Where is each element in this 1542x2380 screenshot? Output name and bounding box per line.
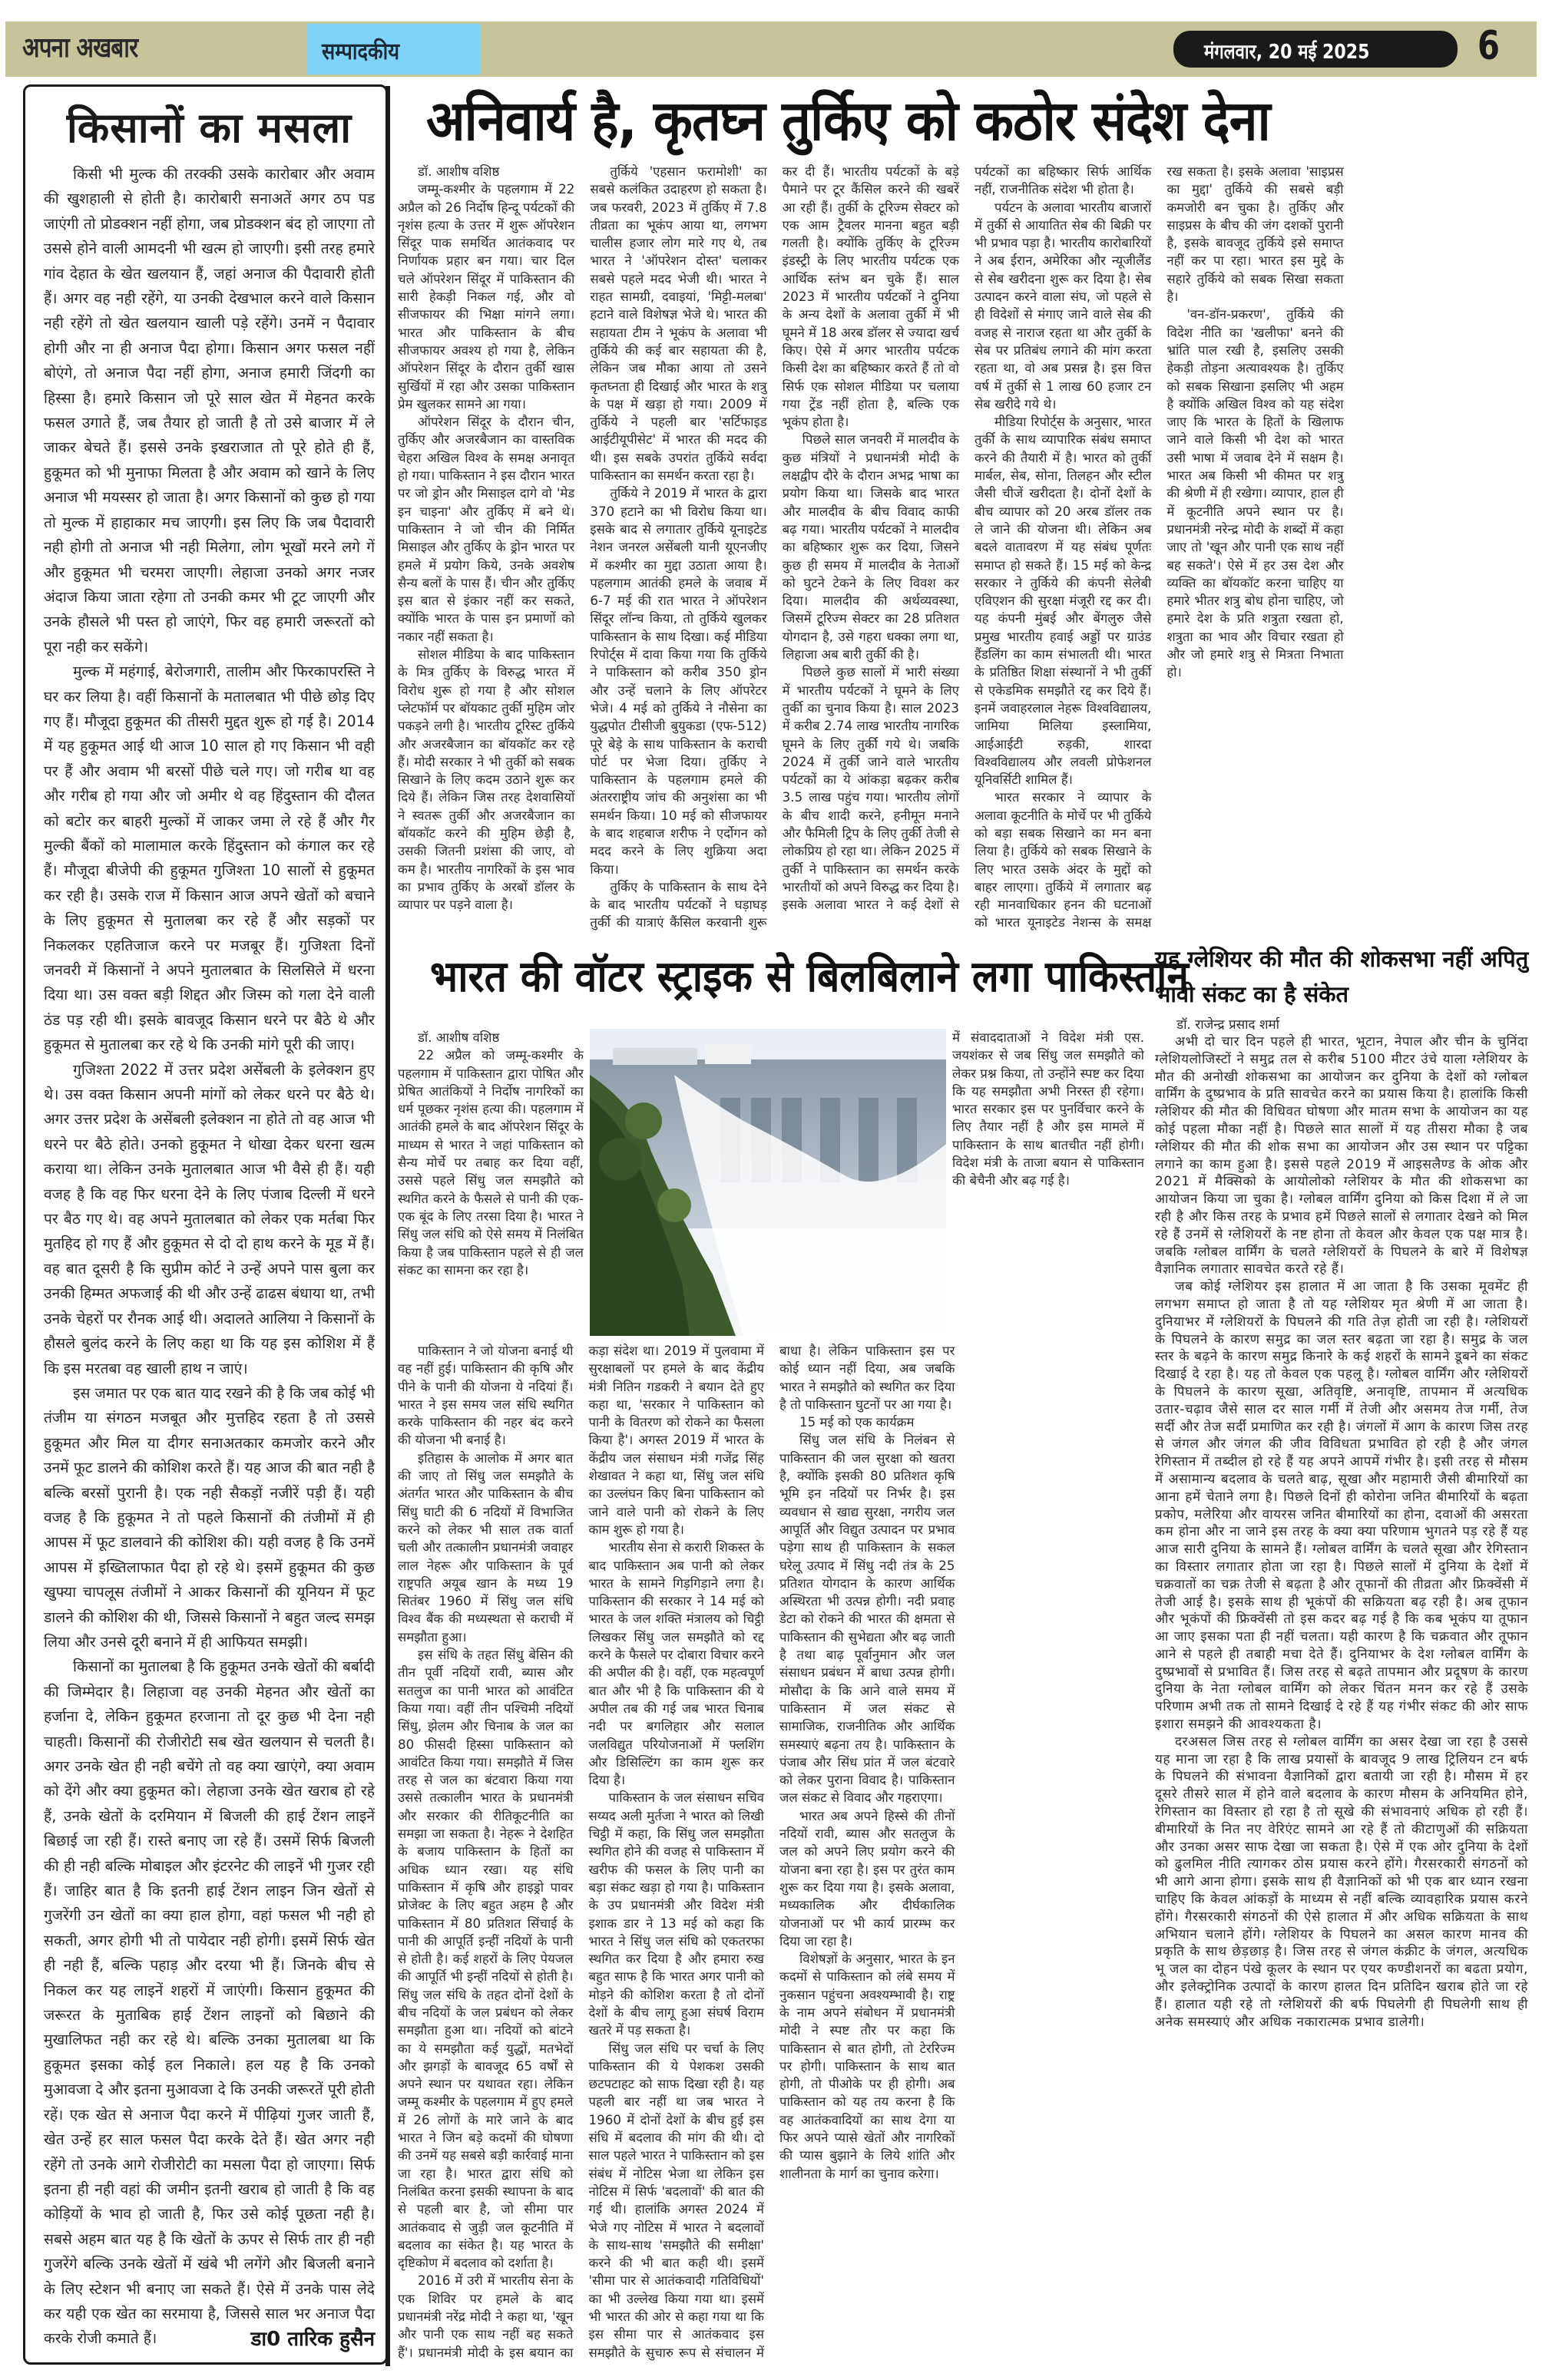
glacier-article-body	[1155, 1033, 1528, 2346]
article-paragraph: अभी दो चार दिन पहले ही भारत, भूटान, नेपाल और चीन के चुनिंदा ग्लेशियलोजिस्टों ने समुद्र तल से करीब 5100 मीटर उंचे याला ग्लेशियर के मौत की अनोखी शोकसभा का आयोजन कर दुनिया के देशों को ग्लोबल वार्मिंग के दुष्प्रभाव के प्रति सावचेत करने का प्रयास किया है। हालांकि किसी ग्लेशियर की मौत की विधिवत घोषणा और मातम सभा के आयोजन का यह कोई पहला मौका नहीं है। पिछले सात सालों में यह तीसरा मौका है जब ग्लेशियर की मौत की शोक सभा का आयोजन और उस स्थान पर पट्टिका लगाने का काम हुआ है। इससे पहले 2019 में आइसलैण्ड के ओक और 2021 में मैक्सिको के आयोलोको ग्लेशियर के मौत की शोकसभा का आयोजन किया जा चुका है। ग्लोबल वार्मिंग दुनिया को किस दिशा में ले जा रही है और किस तरह के प्रभाव हमें पिछले सालों से लगातार देखने को मिल रहे हैं उनमें से ग्लेशियरों के नष्ट होना तो केवल और केवल एक पक्ष मात्र है। जबकि ग्लोबल वार्मिंग के चलते ग्लेशियरों के पिघलने के बारे में विशेषज्ञ वैज्ञानिक लगातार सावचेत करते रहे हैं।	[1155, 1034, 1528, 1278]
dam-image	[590, 1029, 946, 1336]
article-paragraph: तुर्किये 'एहसान फरामोशी' का सबसे कलंकित उदाहरण हो सकता है। जब फरवरी, 2023 में तुर्किए में 7.8 तीव्रता का भूकंप आया था, लगभग चालीस हजार लोग मारे गए थे, तब भारत ने 'ऑपरेशन दोस्त' चलाकर सबसे पहले मदद भेजी थी। भारत ने राहत सामग्री, दवाइयां, 'मिट्टी-मलबा' हटाने वाले विशेषज्ञ भेजे थे। भारत की सहायता टीम ने भूकंप के अलावा भी तुर्किये की कई बार सहायता की है, लेकिन जब मौका आया तो उसने कृतघ्नता ही दिखाई और भारत के शत्रु के पक्ष में खड़ा हो गया। 2009 में तुर्किये ने पहली बार 'सर्टिफाइड आईटीयूपीसेट' में भारत की मदद की थी। इस सबके उपरांत तुर्किये सर्वदा पाकिस्तान का समर्थन करता रहा है।	[590, 164, 767, 484]
article-paragraph: तुर्किए के पाकिस्तान के साथ देने के बाद भारतीय पर्यटकों ने घड़ाघड़ तुर्की की यात्राएं कैंसिल करवानी शुरू कर दी हैं। भारतीय पर्यटकों के बड़े पैमाने पर टूर कैंसिल करने की खबरें आ रही हैं। तुर्की के टूरिज्म सेक्टर को एक आम ट्रैवलर मानना बहुत बड़ी गलती है। क्योंकि तुर्किए के टूरिज्म इंडस्ट्री के लिए भारतीय पर्यटक एक आर्थिक स्तंभ बन चुके हैं। साल 2023 में भारतीय पर्यटकों ने दुनिया के अन्य देशों के अलावा तुर्की में भी घूमने में 18 अरब डॉलर से ज्यादा खर्च किए। ऐसे में अगर भारतीय पर्यटक किसी देश का बहिष्कार करते हैं तो वो सिर्फ एक सोशल मीडिया पर चलाया गया ट्रेंड नहीं होता है, बल्कि एक भूकंप होता है।	[590, 164, 959, 931]
editorial-paragraph: किसानों का मुतालबा है कि हुकूमत उनके खेतों की बर्बादी की जिम्मेदार है। लिहाजा वह उनकी मेहनत और खेतों का हर्जाना दे, लेकिन हुकूमत हरजाना तो दूर कुछ भी देना नही चाहती। किसानों की रोजीरोटी सब खेत खलयान से चलती है। अगर उनके खेत ही नही बचेंगे तो वह क्या खाएंगे, क्या अवाम को देंगे और क्या हुकूमत को। लेहाजा उनके खेत खराब हो रहे हैं, उनके खेतों के दरमियान में बिजली की हाई टेंशन लाइनें बिछाई जा रही हैं। रास्ते बनाए जा रहे हैं। उसमें सिर्फ बिजली की ही नही बल्कि मोबाइल और इंटरनेट की लाइनें भी गुजर रही हैं। जाहिर बात है कि इतनी हाई टेंशन लाइन जिन खेतों से गुजरेंगी उन खेतों का क्या हाल होगा, वहां फसल भी नही हो सकती, अगर होगी भी तो पायेदार नही होगी। इसमें सिर्फ खेत ही नही हैं, बल्कि पहाड़ और दरया भी हैं। जिनके बीच से निकल कर यह लाइनें शहरों में जाएंगी। किसान हुकूमत की जरूरत के मुताबिक हाई टेंशन लाइनों को बिछाने की मुखालिफत नही कर रहे थे। बल्कि उनका मुतालबा था कि हुकूमत इसका कोई हल निकाले। हल यह है कि उनको मुआवजा दे और इतना मुआवजा दे कि उनकी जरूरतें पूरी होती रहें। एक खेत से अनाज पैदा करने में पीढ़ियां गुजर जाती हैं, खेत उन्हें हर साल फसल पैदा करके देते हैं। खेत अगर नही रहेंगे तो उनके आगे रोजीरोटी का मसला पैदा हो जाएगा। सिर्फ इतना ही नही वहां की जमीन इतनी खराब हो जाती है कि वह कोड़ियों के भाव हो जाती है, फिर उसे कोई पूछता नही है। सबसे अहम बात यह है कि खेतों के ऊपर से सिर्फ तार ही नही गुजरेंगे बल्कि उनके खेतों में खंबे भी लगेंगे और बिजली बनाने के लिए स्टेशन भी बनाए जा सकते हैं। ऐसे में उनके पास लेदे कर यही एक खेत का सरमाया है, जिससे साल भर अनाज पैदा करके रोजी कमाते हैं।	[44, 1658, 375, 2348]
article-paragraph: जब कोई ग्लेशियर इस हालात में आ जाता है कि उसका मूवमेंट ही लगभग समाप्त हो जाता है तो यह ग्लेशियर मृत श्रेणी में आ जाता है। दुनियाभर में ग्लेशियरों के पिघलने की गति तेज़ होती जा रही है। ग्लेशियरों के पिघलने के कारण समुद्र का जल स्तर बढ़ता जा रहा है। समुद्र के जल स्तर के बढ़ने के कारण समुद्र किनारे के कई शहरों के सामने डूबने का संकट दिखाई दे रहा है। यह तो केवल एक पहलू है। ग्लोबल वार्मिंग और ग्लेशियरों के पिघलने के कारण सूखा, अतिवृष्टि, अनावृष्टि, तापमान में अत्यधिक उतार-चढ़ाव जैसे साल दर साल गर्मी में तेजी और असमय तेज गर्मी, तेज सर्दी और तेज सर्दी प्रमाणित कर रही है। जंगलों में आग के कारण जिस तरह से जंगल और जंगल की जीव विविधता प्रभावित हो रही है और जंगल रेगिस्तान में तब्दील हो रहे हैं यह अपने आपमें गंभीर है। इसी तरह से मौसम में असामान्य बदलाव के चलते बाढ़, सूखा और महामारी जैसी बीमारियों का आना हमें चेताने लगा है। पिछले दिनों ही कोरोना जनित बीमारियों के बढ़ता प्रकोप, मलेरिया और वायरस जनित बीमारियों का होना, दवाओं की असरता कम होना और ना जाने इस तरह के क्या क्या परिणाम भुगतने पड़ रहे हैं यह आज सारी दुनिया के सामने हैं। ग्लोबल वार्मिंग के चलते सूखा और रेगिस्तान का विस्तार लगातार होता जा रहा है। पिछले सालों में दुनिया के देशों में चक्रवातों का चक्र तेजी से बढ़ता है और तूफानों की तीव्रता और फ्रिक्वेंसी में तेजी आई है। इसके साथ ही भूकंपों की सक्रियता बढ़ रही है। अब तूफान और भूकंपों की फ्रिक्वेंसी तो इस कदर बढ़ गई है कि कब भूकंप या तूफान आ जाए इसका पता ही नहीं चलता। यही कारण है कि चक्रवात और तूफान आने से पहले ही तबाही मचा देते हैं। दुनियाभर के देश ग्लोबल वार्मिंग के दुष्प्रभावों से प्रभावित हैं। जिस तरह से बढ़ते तापमान और प्रदूषण के कारण दुनिया के नेता ग्लोबल वार्मिंग को लेकर चिंतन मनन कर रहे हैं उसके परिणाम अभी तक तो सामने दिखाई दे रहे हैं यह गंभीर संकट की ओर साफ इशारा समझने की आवश्यकता है।	[1155, 1279, 1528, 1733]
editorial-box	[23, 84, 388, 2365]
water-article-intro	[398, 1029, 584, 1351]
date-text: मंगलवार, 20 मई 2025	[1204, 41, 1370, 64]
section-tab[interactable]	[306, 24, 480, 74]
editorial-title: किसानों का मसला	[66, 104, 352, 152]
paper-name: अपना अखबार	[22, 32, 138, 64]
main-article-body	[398, 163, 1536, 938]
editorial-paragraph: इस जमात पर एक बात याद रखने की है कि जब कोई भी तंजीम या संगठन मजबूत और मुत्तहिद रहता है तो उससे हुकूमत और मिल या दीगर सनाअतकार कमजोर करने और उनमें फूट डालने की कोशिश करते हैं। यह आज की बात नही है बल्कि बरसों पुरानी है। एक नही सैकड़ों नजीरें पड़ी हैं। यही वजह है कि हुकूमत ने तो पहले किसानों की तंजीमों में ही आपस में फूट डालवाने की कोशिश की। यही वजह है कि उनमें आपस में इख्तिलाफात पैदा हो रहे थे। इसमें हुकूमत की कुछ खुफ्या चापलूस तंजीमों ने आकर किसानों की यूनियन में फूट डालने की कोशिश की थी, जिससे किसानों ने बहुत जल्द समझ लिया और उनसे दूरी बनाने में ही आफियत समझी।	[44, 1383, 375, 1651]
water-byline: डॉ. आशीष वशिष्ठ	[418, 1030, 500, 1045]
glacier-byline: डॉ. राजेन्द्र प्रसाद शर्मा	[1176, 1017, 1280, 1033]
editorial-body	[44, 162, 375, 2352]
article-paragraph: 2016 में उरी में भारतीय सेना के एक शिविर पर हमले के बाद प्रधानमंत्री नरेंद्र मोदी ने कहा था, 'खून और पानी एक साथ नहीं बह सकते हैं'। प्रधानमंत्री मोदी के इस बयान का कड़ा संदेश था। 2019 में पुलवामा में सुरक्षाबलों पर हमले के बाद केंद्रीय मंत्री नितिन गडकरी ने बयान देते हुए कहा था, 'सरकार ने पाकिस्तान को पानी के वितरण को रोकने का फैसला किया है'। अगस्त 2019 में भारत के केंद्रीय जल संसाधन मंत्री गजेंद्र सिंह शेखावत ने कहा था, सिंधु जल संधि का उल्लंघन किए बिना पाकिस्तान को जाने वाले पानी को रोकने के लिए काम शुरू हो गया है।	[398, 1343, 764, 2360]
article-paragraph: पाकिस्तान के जल संसाधन सचिव सय्यद अली मुर्तजा ने भारत को लिखी चिट्ठी में कहा, कि सिंधु जल समझौता स्थगित होने की वजह से पाकिस्तान में खरीफ की फसल के लिए पानी का बड़ा संकट खड़ा हो गया है। पाकिस्तान के उप प्रधानमंत्री और विदेश मंत्री इशाक डार ने 13 मई को कहा कि भारत ने सिंधु जल संधि को एकतरफा स्थगित कर दिया है और हमारा रुख बहुत साफ है कि भारत अगर पानी को मोड़ने की कोशिश करता है तो दोनों देशों के बीच लागू हुआ संघर्ष विराम खतरे में पड़ सकता है।	[588, 1790, 764, 2038]
article-paragraph: भारतीय सेना से करारी शिकस्त के बाद पाकिस्तान अब पानी को लेकर भारत के सामने गिड़गिड़ाने लगा है। पाकिस्तान की सरकार ने 14 मई को भारत के जल शक्ति मंत्रालय को चिट्ठी लिखकर सिंधु जल समझौते को रद्द करने के फैसले पर दोबारा विचार करने की अपील की है। वहीं, एक महत्वपूर्ण बात और भी है कि पाकिस्तान की ये अपील तब की गई जब भारत चिनाब नदी पर बगलिहार और सलाल जलविद्युत परियोजनाओं में फ्लशिंग और डिसिल्टिंग का काम शुरू कर दिया है।	[588, 1539, 764, 1788]
section-label: सम्पादकीय	[322, 38, 399, 65]
article-paragraph: इस संधि के तहत सिंधु बेसिन की तीन पूर्वी नदियों रावी, ब्यास और सतलुज का पानी भारत को आवंटित किया गया। वहीं तीन पश्चिमी नदियों सिंधु, झेलम और चिनाब के जल का 80 फीसदी हिस्सा पाकिस्तान को आवंटित किया गया। समझौते में जिस तरह से जल का बंटवारा किया गया उससे तत्कालीन भारत के प्रधानमंत्री और सरकार की रीतिकूटनीति का समझा जा सकता है। नेहरू ने देशहित के बजाय पाकिस्तान के हितों का अधिक ध्यान रखा। यह संधि पाकिस्तान में कृषि और हाइड्रो पावर प्रोजेक्ट के लिए बहुत अहम है और पाकिस्तान में 80 प्रतिशत सिंचाई के पानी की आपूर्ति इन्हीं नदियों के पानी से होती है। कई शहरों के लिए पेयजल की आपूर्ति भी इन्हीं नदियों से होती है। सिंधु जल संधि के तहत दोनों देशों के बीच नदियों के जल प्रबंधन को लेकर समझौता हुआ था। नदियों को बांटने का ये समझौता कई युद्धों, मतभेदों और झगड़ों के बावजूद 65 वर्षों से अपने स्थान पर यथावत रहा। लेकिन जम्मू कश्मीर के पहलगाम में हुए हमले में 26 लोगों के मारे जाने के बाद भारत ने जिन बड़े कदमों की घोषणा की उनमें यह सबसे बड़ी कार्रवाई माना जा रहा है। भारत द्वारा संधि को निलंबित करना इसकी स्थापना के बाद से पहली बार है, जो सीमा पार आतंकवाद से जुड़ी जल कूटनीति में बदलाव का संकेत है। यह भारत के दृष्टिकोण में बदलाव को दर्शाता है।	[398, 1647, 574, 2271]
date-badge	[1173, 31, 1458, 68]
article-paragraph: विशेषज्ञों के अनुसार, भारत के इन कदमों से पाकिस्तान को लंबे समय में नुकसान पहुंचना अवश्यम्भावी है। राष्ट्र के नाम अपने संबोधन में प्रधानमंत्री मोदी ने स्पष्ट तौर पर कहा कि पाकिस्तान से बात होगी, तो टेररिज्म पर होगी। पाकिस्तान के साथ बात होगी, तो पीओके पर ही होगी। अब पाकिस्तान को यह तय करना है कि वह आतंकवादियों का साथ देगा या फिर अपने प्यासे खेतों और नागरिकों की प्यास बुझाने के लिये शांति और शालीनता के मार्ग का चुनाव करेगा।	[779, 1951, 955, 2181]
article-paragraph: ऑपरेशन सिंदूर के दौरान चीन, तुर्किए और अजरबैजान का वास्तविक चेहरा अखिल विश्व के समक्ष अनावृत हो गया। पाकिस्तान ने इस दौरान भारत पर जो ड्रोन और मिसाइल दागे वो 'मेड इन चाइना' और तुर्किए में बने थे। पाकिस्तान ने जो चीन की निर्मित मिसाइल और तुर्किए के ड्रोन भारत पर हमले में प्रयोग किये, उनके अवशेष सैन्य बलों के पास हैं। चीन और तुर्किए इस बात से इंकार नहीं कर सकते, क्योंकि भारत के पास इन प्रमाणों को नकार नहीं सकता है।	[398, 414, 575, 644]
article-paragraph: भारत अब अपने हिस्से की तीनों नदियों रावी, ब्यास और सतलुज के जल को अपने लिए प्रयोग करने की योजना बना रहा है। इस पर तुरंत काम शुरू कर दिया गया है। इसके अलावा, मध्यकालिक और दीर्घकालिक योजनाओं पर भी कार्य प्रारम्भ कर दिया जा रहा है।	[779, 1807, 955, 1949]
editorial-author: डा0 तारिक हुसैन	[250, 2328, 375, 2351]
article-paragraph: पर्यटन के अलावा भारतीय बाजारों में तुर्की से आयातित सेब की बिक्री पर भी प्रभाव पड़ा है। भारतीय कारोबारियों ने अब ईरान, अमेरिका और न्यूजीलैंड से सेब खरीदना शुरू कर दिया है। सेब उत्पादन करने वाला संघ, जो पहले से ही विदेशों से मंगाए जाने वाले सेब की वजह से नाराज रहता था और तुर्की के सेब पर प्रतिबंध लगाने की मांग करता रहता था, वो अब प्रसन्न है। इस वित्त वर्ष में तुर्की से 1 लाख 60 हजार टन सेब खरीदे गये थे।	[974, 199, 1152, 412]
column-divider	[386, 86, 390, 2366]
article-paragraph: पाकिस्तान ने जो योजना बनाई थी वह नहीं हुई। पाकिस्तान की कृषि और पीने के पानी की योजना ये नदियां हैं। भारत ने इस समय जल संधि स्थगित करके पाकिस्तान की नहर बंद करने की योजना भी बनाई है।	[398, 1343, 574, 1448]
article-paragraph: इतिहास के आलोक में अगर बात की जाए तो सिंधु जल समझौते के अंतर्गत भारत और पाकिस्तान के बीच सिंधु घाटी की 6 नदियों में विभाजित करने को लेकर भी साल तक वार्ता चली और तत्कालीन प्रधानमंत्री जवाहर लाल नेहरू और पाकिस्तान के पूर्व राष्ट्रपति अयूब खान के मध्य 19 सितंबर 1960 में सिंधु जल संधि विश्व बैंक की मध्यस्थता से कराची में समझौता हुआ।	[398, 1449, 574, 1645]
article-paragraph: मीडिया रिपोर्ट्स के अनुसार, भारत तुर्की के साथ व्यापारिक संबंध समाप्त करने की तैयारी में है। भारत को तुर्की मार्बल, सेब, सोना, तिलहन और स्टील जैसी चीजें खरीदता है। दोनों देशों के बीच व्यापार को 20 अरब डॉलर तक ले जाने की योजना थी। लेकिन अब बदले वातावरण में यह संबंध पूर्णतः समाप्त हो सकते हैं। 15 मई को केन्द्र सरकार ने तुर्किये की कंपनी सेलेबी एविएशन की सुरक्षा मंजूरी रद्द कर दी। यह कंपनी मुंबई और बेंगलुरु जैसे प्रमुख भारतीय हवाई अड्डों पर ग्राउंड हैंडलिंग का काम संभालती थी। भारत के प्रतिष्ठित शिक्षा संस्थानों ने भी तुर्की से एकेडमिक समझौते रद्द कर दिये हैं। इनमें जवाहरलाल नेहरू विश्वविद्यालय, जामिया मिलिया इस्लामिया, आईआईटी रुड़की, शारदा विश्वविद्यालय और लवली प्रोफेशनल यूनिवर्सिटी शामिल हैं।	[974, 414, 1152, 788]
editorial-paragraph: गुजिश्ता 2022 में उत्तर प्रदेश असेंबली के इलेक्शन हुए थे। उस वक्त किसान अपनी मांगों को लेकर धरने पर बैठे थे। अगर उत्तर प्रदेश के असेंबली इलेक्शन ना होते तो वह आज भी धरने पर बैठे होते। उनको हुकूमत ने धोखा देकर धरना खत्म कराया था। लेकिन उनके मुतालबात आज भी वैसे ही हैं। यही वजह है कि वह फिर धरना देने के लिए पंजाब दिल्ली में धरने पर बैठ गए थे। वह अपने मुतालबात को लेकर एक मर्तबा फिर मुतहिद हो गए हैं और हुकूमत से दो दो हाथ करने के मूड में हैं। वह बात दूसरी है कि सुप्रीम कोर्ट ने उन्हें अपने पास बुला कर उनकी हिम्मत अफजाई की थी और उन्हें ढाढस बंधाया था, तभी उनके चेहरों पर रौनक आई थी। अदालते आलिया ने किसानों के हौसले बुलंद करने के लिए कहा था कि यह इस कोशिश में हैं कि इस मरतबा वह खाली हाथ न जाएं।	[44, 1060, 375, 1377]
article-paragraph: पिछले साल जनवरी में मालदीव के कुछ मंत्रियों ने प्रधानमंत्री मोदी के लक्षद्वीप दौरे के दौरान अभद्र भाषा का प्रयोग किया था। जिसके बाद भारत और मालदीव के बीच विवाद काफी बढ़ गया। भारतीय पर्यटकों ने मालदीव का बहिष्कार शुरू कर दिया, जिसने कुछ ही समय में मालदीव के नेताओं को घुटने टेकने के लिए विवश कर दिया। मालदीव की अर्थव्यवस्था, जिसमें टूरिज्म सेक्टर का 28 प्रतिशत योगदान है, उसे गहरा धक्का लगा था, लिहाजा अब बारी तुर्की की है।	[782, 431, 959, 663]
article-paragraph: सोशल मीडिया के बाद पाकिस्तान के मित्र तुर्किए के विरुद्ध भारत में विरोध शुरू हो गया है और सोशल प्लेटफॉर्म पर बॉयकाट तुर्की मुहिम जोर पकड़ने लगी है। भारतीय टूरिस्ट तुर्किये और अजरबैजान का बॉयकॉट कर रहे हैं। मोदी सरकार ने भी तुर्की को सबक सिखाने के लिए कदम उठाने शुरू कर दिये हैं। लेकिन जिस तरह देशवासियों ने स्वतरू तुर्की और अजरबैजान का बॉयकॉट करने की मुहिम छेड़ी है, उसकी जितनी प्रशंसा की जाए, वो कम है। भारतीय नागरिकों के इस भाव का प्रभाव तुर्किए के अरबों डॉलर के व्यापार पर पड़ने वाला है।	[398, 646, 575, 913]
article-paragraph: दरअसल जिस तरह से ग्लोबल वार्मिंग का असर देखा जा रहा है उससे यह माना जा रहा है कि लाख प्रयासों के बावजूद 9 लाख ट्रिलियन टन बर्फ के पिघलने की संभावना वैज्ञानिकों द्वारा बतायी जा रही है। मौसम में हर दूसरे तीसरे साल में होने वाले बदलाव के कारण मौसम के अनियमित होने, रेगिस्तान का विस्तार हो रहा है तो सूखे की संभावनाएं अधिक हो रही हैं। बीमारियों के नित नए वेरिएंट सामने आ रहे हैं तो कीटाणुओं की सक्रियता और उनका असर साफ देखा जा सकता है। ऐसे में एक ओर दुनिया के देशों को ढुलमिल नीति त्यागकर ठोस प्रयास करने होंगे। गैरसरकारी संगठनों को भी आगे आना होगा। इसके साथ ही वैज्ञानिकों को भी एक बार ध्यान रखना चाहिए कि केवल आंकड़ों के माध्यम से नहीं बल्कि व्यावहारिक प्रयास करने होंगे। गैरसरकारी संगठनों की ऐसे हालात में और अधिक सक्रियता के साथ अभियान चलाने होंगे। ग्लेशियर के पिघलने का असल कारण मानव की प्रकृति के साथ छेड़छाड़ है। जिस तरह से जंगल कंक्रीट के जंगल, अत्यधिक भू जल का दोहन पंखे कूलर के स्थान पर एयर कण्डीशनरों का बढता प्रयोग, और इलेक्ट्रोनिक उत्पादों के कारण हालत दिन प्रतिदिन खराब होते जा रहे हैं। हालात यही रहे तो ग्लेशियरों की बर्फ पिघलेगी ही पिघलेगी साथ ही अनेक समस्याएं और अधिक नकारात्मक प्रभाव डालेगी।	[1155, 1734, 1528, 2030]
article-paragraph: सिंधु जल संधि पर चर्चा के लिए पाकिस्तान की ये पेशकश उसकी छटपटाहट को साफ दिखा रही है। यह पहली बार नहीं था जब भारत ने 1960 में दोनों देशों के बीच हुई इस संधि में बदलाव की मांग की थी। दो साल पहले भारत ने पाकिस्तान को इस संबंध में नोटिस भेजा था लेकिन इस नोटिस में सिर्फ 'बदलावों' की बात की गई थी। हालांकि अगस्त 2024 में भेजे गए नोटिस में भारत ने बदलावों के साथ-साथ 'समझौते की समीक्षा' करने की भी बात कही थी। इसमें 'सीमा पार से आतंकवादी गतिविधियों' का भी उल्लेख किया गया था। इसमें भी भारत की ओर से कहा गया था कि इस सीमा पार से आतंकवाद इस समझौते के सुचारु रूप से संचालन में बाधा है। लेकिन पाकिस्तान इस पर कोई ध्यान नहीं दिया, अब जबकि भारत ने समझौते को स्थगित कर दिया है तो पाकिस्तान घुटनों पर आ गया है।	[588, 1343, 955, 2360]
page-number: 6	[1477, 23, 1500, 69]
article-paragraph: 'वन-डॉन-प्रकरण', तुर्किये की विदेश नीति का 'खलीफा' बनने की भ्रांति पाल रखी है, इसलिए उसकी हेकड़ी तोड़ना अत्यावश्यक है। तुर्किए को सबक सिखाना इसलिए भी अहम है क्योंकि अखिल विश्व को यह संदेश जाए कि भारत के हितों के खिलाफ जाने वाले किसी भी देश को भारत उसी भाषा में जवाब देने में सक्षम है। भारत अब किसी भी कीमत पर शत्रु की श्रेणी में ही रखेगा। व्यापार, हाल ही में कूटनीति अपने स्थान पर है। प्रधानमंत्री नरेन्द्र मोदी के शब्दों में कहा जाए तो 'खून और पानी एक साथ नहीं बह सकते'। ऐसे में हर उस देश और व्यक्ति का बॉयकॉट करना चाहिए या हमारे भीतर शत्रु बोध होना चाहिए, जो हमारे देश के प्रति शत्रुता रखता हो, शत्रुता का भाव और विचार रखता हो और जो हमारे शत्रु से मित्रता निभाता हो।	[1166, 306, 1344, 680]
article-paragraph: सिंधु जल संधि के निलंबन से पाकिस्तान की जल सुरक्षा को खतरा है, क्योंकि इसकी 80 प्रतिशत कृषि भूमि इन नदियों पर निर्भर है। इस व्यवधान से खाद्य सुरक्षा, नगरीय जल आपूर्ति और विद्युत उत्पादन पर प्रभाव पड़ेगा साथ ही पाकिस्तान के सकल घरेलू उत्पाद में सिंधु नदी तंत्र के 25 प्रतिशत योगदान के कारण आर्थिक अस्थिरता भी उत्पन्न होगी। नदी प्रवाह डेटा को रोकने की भारत की क्षमता से पाकिस्तान की सुभेद्यता और बढ़ जाती है तथा बाढ़ पूर्वानुमान और जल संसाधन प्रबंधन में बाधा उत्पन्न होगी। मोसौदा के कि आने वाले समय में पाकिस्तान में जल संकट से सामाजिक, राजनीतिक और आर्थिक समस्याएं बढ़ना तय है। पाकिस्तान के पंजाब और सिंध प्रांत में जल बंटवारे को लेकर पुराना विवाद है। पाकिस्तान जल संकट से विवाद और गहराएगा।	[779, 1432, 955, 1806]
article-paragraph: जम्मू-कश्मीर के पहलगाम में 22 अप्रैल को 26 निर्दोष हिन्दू पर्यटकों की नृशंस हत्या के उत्तर में शुरू ऑपरेशन सिंदूर पाक समर्थित आतंकवाद पर निर्णायक प्रहार बन गया। चार दिल चले ऑपरेशन सिंदूर में पाकिस्तान की सारी हेकड़ी निकल गई, और वो सीजफायर की भिक्षा मांगने लगा। भारत और पाकिस्तान के बीच सीजफायर अवश्य हो गया है, लेकिन ऑपरेशन सिंदूर के दौरान तुर्की खास सुर्खियों में रहा और उसका पाकिस्तान प्रेम खुलकर सामने आ गया।	[398, 181, 575, 412]
masthead-band	[5, 21, 1537, 77]
article-paragraph: में संवाददाताओं ने विदेश मंत्री एस. जयशंकर से जब सिंधु जल समझौते को लेकर प्रश्न किया, तो उन्होंने स्पष्ट कर दिया कि यह समझौता अभी निरस्त ही रहेगा। भारत सरकार इस पर पुनर्विचार करने के लिए तैयार नहीं है और इस मामले में पाकिस्तान के साथ बातचीत नहीं होगी। विदेश मंत्री के ताजा बयान से पाकिस्तान की बेचैनी और बढ़ गई है।	[952, 1030, 1144, 1188]
main-headline: अनिवार्य है, कृतघ्न तुर्किए को कठोर संदेश देना	[426, 88, 1270, 153]
article-paragraph: भारत सरकार ने व्यापार के अलावा कूटनीति के मोर्चे पर भी तुर्किये को बड़ा सबक सिखाने का मन बना लिया है। तुर्किये को सबक सिखाने के लिए भारत उसके अंदर के मुद्दों को बाहर लाएगा। तुर्किये में लगातार बढ़ रही मानवाधिकार हनन की घटनाओं को भारत यूनाइटेड नेशन्स के समक्ष रख सकता है। इसके अलावा 'साइप्रस का मुद्दा' तुर्किये की सबसे बड़ी कमजोरी बन चुका है। तुर्किए और साइप्रस के बीच की जंग दशकों पुरानी है, इसके बावजूद तुर्किये इसे समाप्त नहीं कर पा रहा। भारत इस मुद्दे के सहारे तुर्किये को सबक सिखा सकता है।	[974, 164, 1344, 931]
article-paragraph: पिछले कुछ सालों में भारी संख्या में भारतीय पर्यटकों ने घूमने के लिए तुर्की का चुनाव किया है। साल 2023 में करीब 2.74 लाख भारतीय नागरिक घूमने के लिए तुर्की गये थे। जबकि 2024 में तुर्की जाने वाले भारतीय पर्यटकों का ये आंकड़ा बढ़कर करीब 3.5 लाख पहुंच गया। भारतीय लोगों के बीच शादी करने, हनीमून मनाने और फैमिली ट्रिप के लिए तुर्की तेजी से लोकप्रिय हो रहा था। लेकिन 2025 में तुर्की ने पाकिस्तान का समर्थन करके भारतीयों को अपने विरुद्ध कर दिया है। इसके अलावा भारत ने कई देशों से पर्यटकों का बहिष्कार सिर्फ आर्थिक नहीं, राजनीतिक संदेश भी होता है।	[782, 164, 1152, 913]
dam-photo	[590, 1029, 946, 1336]
article-paragraph: 22 अप्रैल को जम्मू-कश्मीर के पहलगाम में पाकिस्तान द्वारा पोषित और प्रेषित आतंकियों ने निर्दोष नागरिकों का धर्म पूछकर नृशंस हत्या की। पहलगाम में आतंकी हमले के बाद ऑपरेशन सिंदूर के माध्यम से भारत ने जहां पाकिस्तान को सैन्य मोर्चे पर तबाह कर दिया वहीं, उससे पहले सिंधु जल समझौते को स्थगित करने के फैसले से पानी की एक-एक बूंद के लिए तरसा दिया है। भारत ने सिंधु जल संधि को ऐसे समय में निलंबित किया है जब पाकिस्तान पहले से ही जल संकट का सामना कर रहा है।	[398, 1047, 584, 1278]
water-article-body	[398, 1342, 1146, 2366]
water-article-headline: भारत की वॉटर स्ट्राइक से बिलबिलाने लगा पाकिस्तान	[430, 952, 1190, 1002]
glacier-article-headline: यह ग्लेशियर की मौत की शोकसभा नहीं अपितु भावी संकट का है संकेत	[1155, 946, 1529, 1007]
main-byline: डॉ. आशीष वशिष्ठ	[418, 164, 500, 179]
editorial-paragraph: मुल्क में महंगाई, बेरोजगारी, तालीम और फिरकापरस्ति ने घर कर लिया है। वहीं किसानों के मतालबात भी पीछे छोड़ दिए गए हैं। मौजूदा हुकूमत की तीसरी मुद्दत शुरू हो गई है। 2014 में यह हुकूमत आई थी आज 10 साल हो गए किसान भी वही पर हैं और अवाम भी बरसों पीछे चले गए। जो गरीब था वह और गरीब हो गया और जो अमीर थे वह हिंदुस्तान की दौलत को बटोर कर बाहरी मुल्कों में जाकर जमा ले रहे हैं और गैर मुल्की बैंकों को मालामाल करके हिंदुस्तान को कंगाल कर रहे हैं। मौजूदा बीजेपी की हुकूमत गुजिश्ता 10 सालों से हुकूमत कर रही है। उसके राज में किसान आज अपने खेतों को बचाने के लिए हुकूमत से मुतालबा कर रहे हैं और सड़कों पर निकलकर एहतिजाज करने पर मजबूर हैं। गुजिश्ता दिनों जनवरी में किसानों ने अपने मुतालबात के सिलसिले में धरना दिया था। उस वक्त बड़ी शिद्दत और जिस्म को गला देने वाली ठंड पड़ रही थी। इसके बावजूद किसान धरने पर बैठे थे और हुकूमत से मुतालबा कर रहे थे कि उनकी मांगे पूरी की जाए।	[44, 663, 376, 1054]
editorial-paragraph: किसी भी मुल्क की तरक्की उसके कारोबार और अवाम की खुशहाली से होती है। कारोबारी सनाअतें अगर ठप पड जाएंगी तो प्रोडक्शन नहीं होगा, जब प्रोडक्शन बंद हो जाएगा तो उससे होने वाली आमदनी भी खत्म हो जाएगी। इसी तरह हमारे गांव देहात के खेत खलयान हैं, जहां अनाज की पैदावारी होती हैं। अगर वह नही रहेंगे, या उनकी देखभाल करने वाले किसान नही रहेंगे तो खेत खलयान खाली पड़े रहेंगे। उनमें न पैदावार होगी और ना ही अनाज पैदा होगा। किसान अगर फसल नहीं बोएंगे, तो अनाज पैदा नहीं होगा, अनाज हमारी जिंदगी का हिस्सा है। हमारे किसान जो पूरे साल खेत में मेहनत करके फसल उगाते हैं, जब तैयार हो जाती है तो उसे बाजार में ले जाकर बेचते हैं। इससे उनके इखराजात तो पूरे होते ही हैं, हुकूमत को भी मुनाफा मिलता है और अवाम को खाने के लिए अनाज भी मयस्सर हो जाता है। अगर किसानों को कुछ हो गया तो मुल्क में हाहाकार मच जाएगी। इस लिए कि जब पैदावारी नही होगी तो अनाज भी नही मिलेगा, लोग भूखों मरने लगे गें और हुकूमत भी चरमरा जाएगी। लेहाजा उनको अगर नजर अंदाज किया जाता रहेगा तो उनकी कमर भी टूट जाएगी और उनके हौसले भी पस्त हो जाएंगे, फिर वह हमारी जरूरतों को पूरा नही कर सकेंगे।	[44, 165, 375, 656]
article-paragraph: तुर्किये ने 2019 में भारत के द्वारा 370 हटाने का भी विरोध किया था। इसके बाद से लगातार तुर्किये यूनाइटेड नेशन जनरल असेंबली यानी यूएनजीए में कश्मीर का मुद्दा उठाता आया है। पहलगाम आतंकी हमले के जवाब में 6-7 मई की रात भारत ने ऑपरेशन सिंदूर लॉन्च किया, तो तुर्किये खुलकर पाकिस्तान के साथ दिखा। कई मीडिया रिपोर्ट्स में दावा किया गया कि तुर्किये ने पाकिस्तान को करीब 350 ड्रोन और उन्हें चलाने के लिए ऑपरेटर भेजे। 4 मई को तुर्किये ने नौसेना का युद्धपोत टीसीजी बुयुकडा (एफ-512) पूरे बेड़े के साथ पाकिस्तान के कराची पोर्ट पर भेजा दिया। तुर्किए ने पाकिस्तान के पहलगाम हमले की अंतरराष्ट्रीय जांच की अनुशंसा का भी समर्थन किया। 10 मई को सीजफायर के बाद शहबाज शरीफ ने एर्दोगन को मदद करने के लिए शुक्रिया अदा किया।	[590, 485, 767, 877]
article-paragraph: 15 मई को एक कार्यक्रम	[799, 1414, 915, 1430]
water-article-side	[952, 1029, 1144, 1351]
